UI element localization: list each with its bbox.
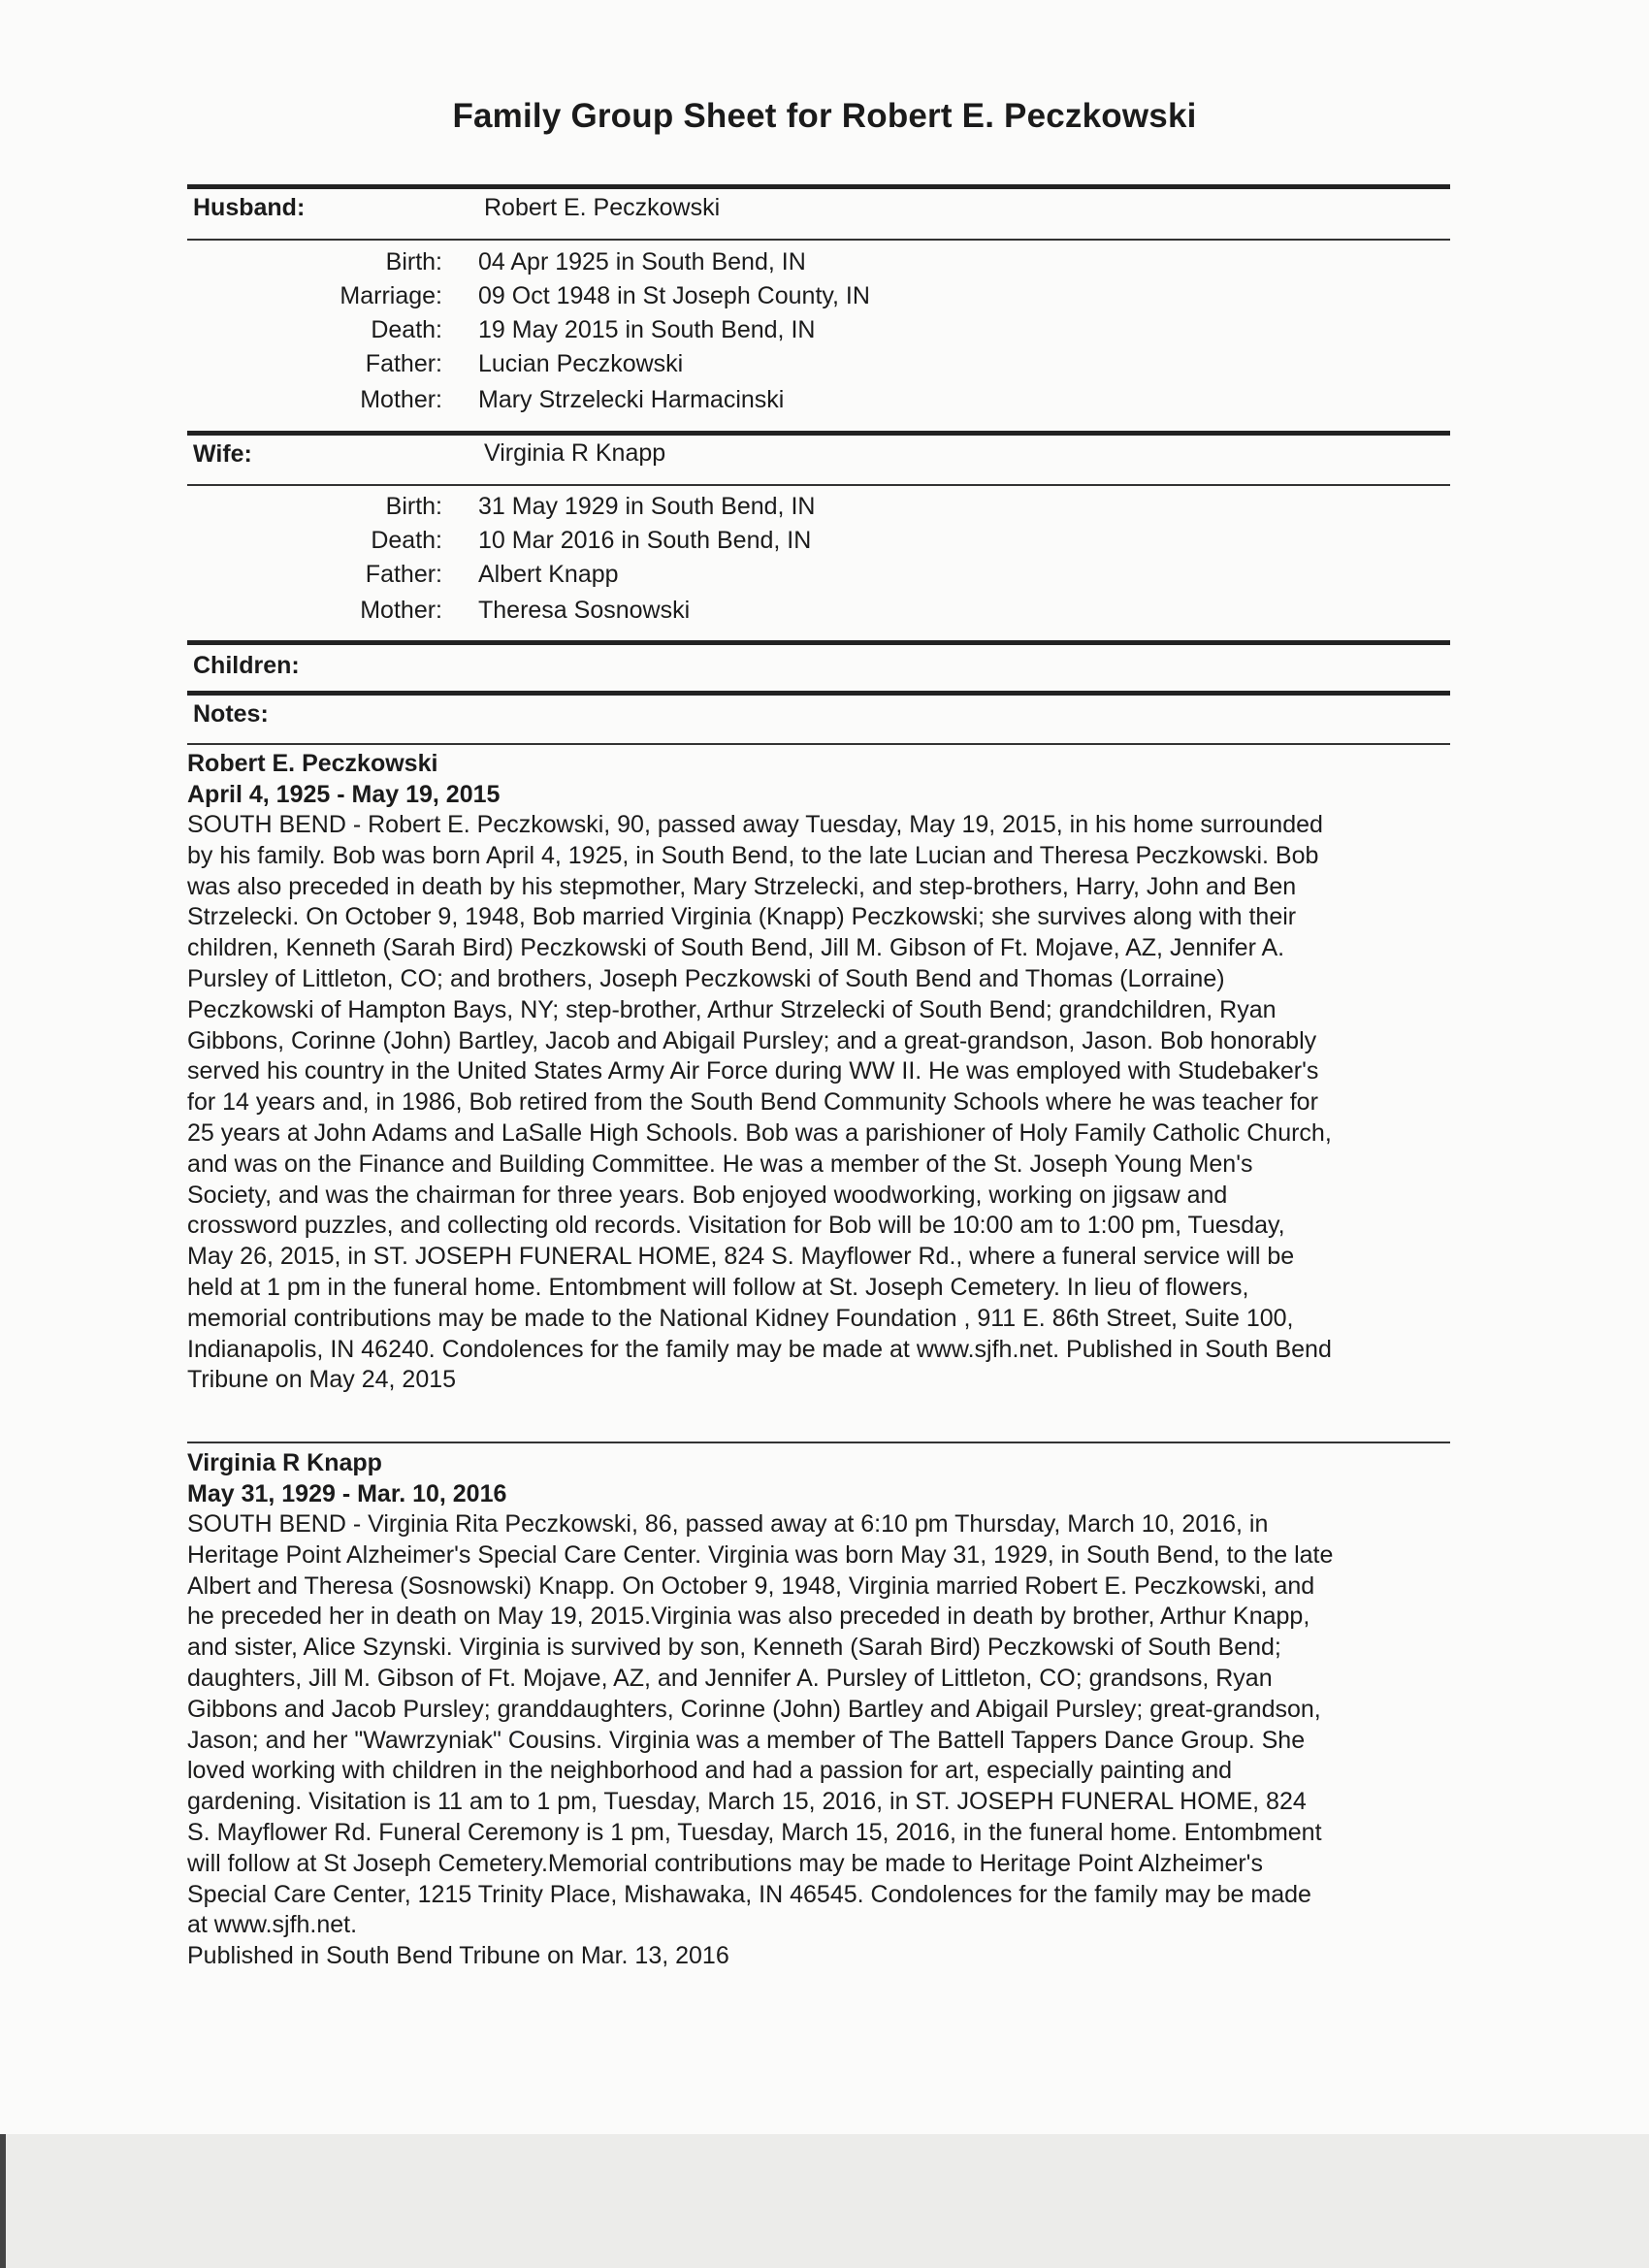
- note-line: Pursley of Littleton, CO; and brothers, Joseph Peczkowski of South Bend and Thomas (Lorraine): [187, 964, 1225, 992]
- note-line: Special Care Center, 1215 Trinity Place, Mishawaka, IN 46545. Condolences for the family may be made: [187, 1880, 1311, 1908]
- note-line: and sister, Alice Szynski. Virginia is survived by son, Kenneth (Sarah Bird) Peczkowski of South Bend;: [187, 1634, 1281, 1662]
- note-line: Albert and Theresa (Sosnowski) Knapp. On October 9, 1948, Virginia married Robert E. Peczkowski, and: [187, 1571, 1315, 1600]
- husband-death-label: Death:: [371, 316, 442, 343]
- note-divider: [187, 1442, 1450, 1443]
- husband-father-value: Lucian Peczkowski: [478, 350, 684, 377]
- note-body: [187, 1509, 1458, 1972]
- note-line: held at 1 pm in the funeral home. Entombment will follow at St. Joseph Cemetery. In lieu of flowers,: [187, 1273, 1249, 1301]
- note-line: children, Kenneth (Sarah Bird) Peczkowski of South Bend, Jill M. Gibson of Ft. Mojave, AZ, Jennifer A.: [187, 934, 1285, 962]
- note-line: Strzelecki. On October 9, 1948, Bob married Virginia (Knapp) Peczkowski; she survives along with their: [187, 903, 1297, 931]
- notes-label: Notes:: [193, 700, 269, 728]
- note-line: Peczkowski of Hampton Bays, NY; step-brother, Arthur Strzelecki of South Bend; grandchildren, Ryan: [187, 995, 1277, 1023]
- section-rule-wife-top: [187, 431, 1450, 436]
- note-line: Heritage Point Alzheimer's Special Care Center. Virginia was born May 31, 1929, in South Bend, to the late: [187, 1540, 1334, 1569]
- husband-father-label: Father:: [365, 350, 442, 377]
- note-line: SOUTH BEND - Robert E. Peczkowski, 90, passed away Tuesday, May 19, 2015, in his home surrounded: [187, 811, 1323, 838]
- note-line: 25 years at John Adams and LaSalle High Schools. Bob was a parishioner of Holy Family Catholic Church,: [187, 1118, 1332, 1147]
- husband-name: Robert E. Peczkowski: [484, 194, 721, 221]
- section-rule-husband-sub: [187, 239, 1450, 241]
- note-body: [187, 810, 1458, 1396]
- wife-birth-value: 31 May 1929 in South Bend, IN: [478, 493, 816, 520]
- wife-death-value: 10 Mar 2016 in South Bend, IN: [478, 527, 812, 554]
- note-line: Indianapolis, IN 46240. Condolences for the family may be made at www.sjfh.net. Published in South Bend: [187, 1335, 1332, 1363]
- husband-marriage-value: 09 Oct 1948 in St Joseph County, IN: [478, 282, 870, 309]
- note-line: memorial contributions may be made to the National Kidney Foundation , 911 E. 86th Street, Suite 100,: [187, 1304, 1294, 1332]
- note-line: Jason; and her "Wawrzyniak" Cousins. Virginia was a member of The Battell Tappers Dance Group. She: [187, 1726, 1306, 1754]
- note-line: S. Mayflower Rd. Funeral Ceremony is 1 pm, Tuesday, March 15, 2016, in the funeral home. Entombment: [187, 1818, 1322, 1846]
- note-line: for 14 years and, in 1986, Bob retired from the South Bend Community Schools where he was teacher for: [187, 1088, 1318, 1117]
- note-line: by his family. Bob was born April 4, 1925, in South Bend, to the late Lucian and Theresa Peczkowski. Bob: [187, 841, 1319, 869]
- section-rule-notes-sub: [187, 743, 1450, 745]
- note-line: daughters, Jill M. Gibson of Ft. Mojave, AZ, and Jennifer A. Pursley of Littleton, CO; grandsons, Ryan: [187, 1664, 1273, 1692]
- section-rule-wife-sub: [187, 484, 1450, 486]
- wife-death-label: Death:: [371, 527, 442, 554]
- note-dates: May 31, 1929 - Mar. 10, 2016: [187, 1480, 507, 1507]
- note-line: at www.sjfh.net.: [187, 1911, 358, 1939]
- husband-marriage-label: Marriage:: [340, 282, 442, 309]
- scan-margin: [0, 2134, 1649, 2268]
- children-label: Children:: [193, 652, 300, 679]
- note-line: was also preceded in death by his stepmother, Mary Strzelecki, and step-brothers, Harry, John and Ben: [187, 872, 1297, 900]
- section-rule-children-top: [187, 640, 1450, 645]
- husband-label: Husband:: [193, 194, 306, 221]
- note-line: Gibbons and Jacob Pursley; granddaughters, Corinne (John) Bartley and Abigail Pursley; great-grandson,: [187, 1695, 1321, 1723]
- note-line: gardening. Visitation is 11 am to 1 pm, Tuesday, March 15, 2016, in ST. JOSEPH FUNERAL HOME, 824: [187, 1788, 1307, 1816]
- husband-mother-label: Mother:: [360, 386, 442, 413]
- wife-name: Virginia R Knapp: [484, 439, 666, 467]
- husband-mother-value: Mary Strzelecki Harmacinski: [478, 386, 785, 413]
- note-line: and was on the Finance and Building Committee. He was a member of the St. Joseph Young Men's: [187, 1150, 1253, 1178]
- wife-father-value: Albert Knapp: [478, 561, 619, 588]
- note-line: served his country in the United States Army Air Force during WW II. He was employed with Studebaker's: [187, 1057, 1319, 1085]
- note-line: loved working with children in the neighborhood and had a passion for art, especially painting and: [187, 1757, 1233, 1785]
- husband-birth-label: Birth:: [385, 248, 442, 275]
- note-line: Society, and was the chairman for three years. Bob enjoyed woodworking, working on jigsaw and: [187, 1181, 1228, 1209]
- wife-mother-value: Theresa Sosnowski: [478, 597, 691, 624]
- note-line: will follow at St Joseph Cemetery.Memorial contributions may be made to Heritage Point Alzheimer's: [187, 1849, 1263, 1877]
- note-line: Gibbons, Corinne (John) Bartley, Jacob and Abigail Pursley; and a great-grandson, Jason. Bob honorably: [187, 1026, 1317, 1054]
- page-title: Family Group Sheet for Robert E. Peczkowski: [452, 97, 1197, 135]
- wife-father-label: Father:: [365, 561, 442, 588]
- wife-label: Wife:: [193, 440, 252, 468]
- note-line: May 26, 2015, in ST. JOSEPH FUNERAL HOME, 824 S. Mayflower Rd., where a funeral service will be: [187, 1243, 1295, 1271]
- note-title: Robert E. Peczkowski: [187, 750, 438, 777]
- section-rule-notes-top: [187, 691, 1450, 696]
- note-line: Published in South Bend Tribune on Mar. 13, 2016: [187, 1942, 729, 1970]
- scan-edge: [0, 2134, 6, 2268]
- wife-birth-label: Birth:: [385, 493, 442, 520]
- note-line: he preceded her in death on May 19, 2015.Virginia was also preceded in death by brother, Arthur Knapp,: [187, 1603, 1310, 1631]
- note-line: Tribune on May 24, 2015: [187, 1366, 457, 1394]
- section-rule-husband-top: [187, 184, 1450, 189]
- note-dates: April 4, 1925 - May 19, 2015: [187, 781, 501, 808]
- note-line: SOUTH BEND - Virginia Rita Peczkowski, 86, passed away at 6:10 pm Thursday, March 10, 2016, in: [187, 1510, 1269, 1538]
- wife-mother-label: Mother:: [360, 597, 442, 624]
- note-line: crossword puzzles, and collecting old records. Visitation for Bob will be 10:00 am to 1:00 pm, Tuesday,: [187, 1212, 1285, 1240]
- note-title: Virginia R Knapp: [187, 1449, 382, 1476]
- note-robert: [187, 748, 1458, 1396]
- husband-death-value: 19 May 2015 in South Bend, IN: [478, 316, 816, 343]
- note-virginia: [187, 1447, 1458, 1972]
- husband-birth-value: 04 Apr 1925 in South Bend, IN: [478, 248, 806, 275]
